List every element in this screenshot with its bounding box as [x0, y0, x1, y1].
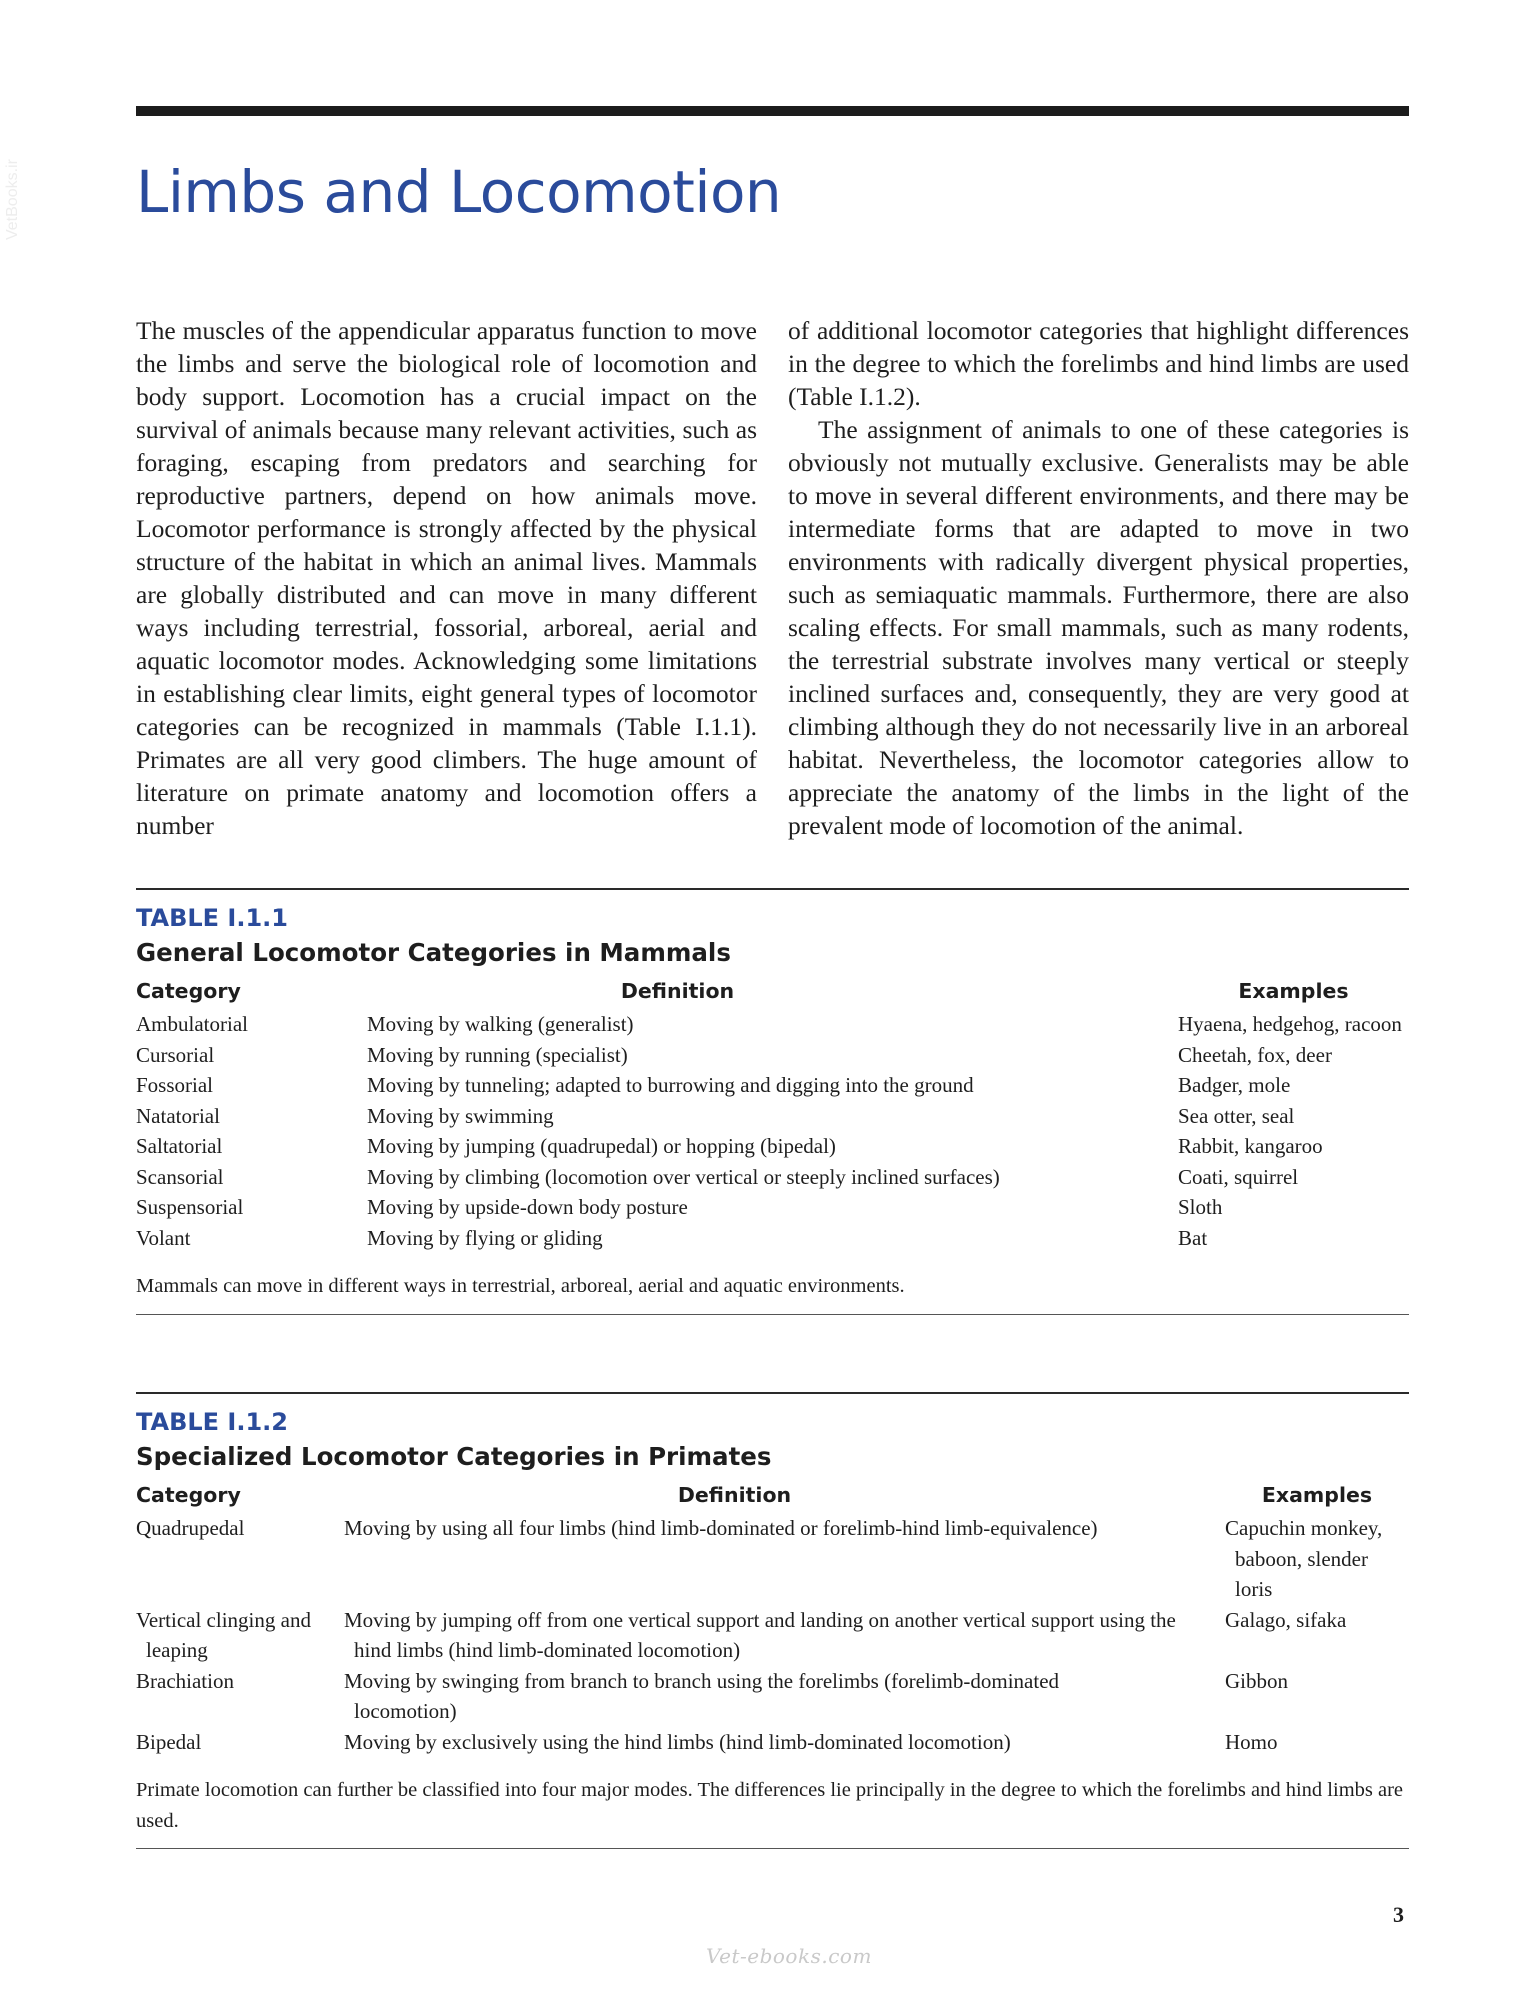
cell-definition: Moving by tunneling; adapted to burrowing and digging into the ground	[367, 1073, 974, 1097]
cell-category	[136, 1605, 344, 1666]
cell-category-text: Vertical clinging and leaping	[136, 1607, 311, 1662]
body-column-right	[788, 314, 1409, 842]
cell-category: Volant	[136, 1225, 191, 1250]
cell-examples: Galago, sifaka	[1225, 1607, 1347, 1632]
column-header-definition: Definition	[677, 1483, 792, 1507]
cell-definition: Moving by running (specialist)	[367, 1042, 628, 1067]
cell-category: Brachiation	[136, 1668, 234, 1693]
cell-examples: Sloth	[1178, 1195, 1223, 1219]
table-1-grid	[136, 979, 1409, 1253]
cell-definition: Moving by swimming	[367, 1103, 554, 1128]
cell-definition: Moving by climbing (locomotion over vertical or steeply inclined surfaces)	[367, 1164, 1000, 1189]
table-row	[136, 1605, 1409, 1666]
table-row	[136, 1040, 1409, 1071]
table-row	[136, 1727, 1409, 1758]
cell-examples: Hyaena, hedgehog, racoon	[1178, 1012, 1402, 1036]
body-paragraph: The assignment of animals to one of these categories is obviously not mutually exclusive. Generalists may be able to move in several different environments, and there may be intermediate forms that are adapted to move in two environments with radically divergent physical properties, such as semiaquatic mammals. Furthermore, there are also scaling effects. For small mammals, such as many rodents, the terrestrial substrate involves many vertical or steeply inclined surfaces and, consequently, they are very good at climbing although they do not necessarily live in an arboreal habitat. Nevertheless, the locomotor categories allow to appreciate the anatomy of the limbs in the light of the prevalent mode of locomotion of the animal.	[788, 415, 1409, 840]
table-label: TABLE I.1.2	[136, 1408, 288, 1436]
side-watermark: VetBooks.ir	[4, 159, 21, 240]
table-row	[136, 1223, 1409, 1254]
table-row	[136, 1162, 1409, 1193]
cell-definition-text: Moving by jumping off from one vertical support and landing on another vertical support using the hind limbs (hind limb-dominated locomotion)	[344, 1607, 1176, 1662]
cell-definition	[344, 1605, 1225, 1666]
table-title: General Locomotor Categories in Mammals	[136, 938, 731, 967]
cell-category: Cursorial	[136, 1042, 215, 1067]
cell-definition: Moving by walking (generalist)	[367, 1012, 634, 1036]
cell-definition: Moving by jumping (quadrupedal) or hopping (bipedal)	[367, 1134, 836, 1158]
column-header-examples: Examples	[1238, 979, 1349, 1003]
table-row	[136, 1101, 1409, 1132]
cell-category: Saltatorial	[136, 1134, 223, 1158]
cell-definition: Moving by upside-down body posture	[367, 1195, 688, 1219]
column-header-examples: Examples	[1261, 1483, 1373, 1507]
column-header-category: Category	[136, 1483, 241, 1507]
table-row	[136, 1666, 1409, 1727]
cell-examples: Coati, squirrel	[1178, 1164, 1299, 1189]
cell-definition: Moving by exclusively using the hind limbs (hind limb-dominated locomotion)	[344, 1729, 1011, 1754]
cell-category: Fossorial	[136, 1073, 214, 1097]
body-paragraph: The muscles of the appendicular apparatus function to move the limbs and serve the biological role of locomotion and body support. Locomotion has a crucial impact on the survival of animals because many relevant activities, such as foraging, escaping from predators and searching for reproductive partners, depend on how animals move. Locomotor performance is strongly affected by the physical structure of the habitat in which an animal lives. Mammals are globally distributed and can move in many different ways including terrestrial, fossorial, arboreal, aerial and aquatic locomotor modes. Acknowledging some limitations in establishing clear limits, eight general types of locomotor categories can be recognized in mammals (Table I.1.1). Primates are all very good climbers. The huge amount of literature on primate anatomy and locomotion offers a number	[136, 316, 757, 840]
table-note: Primate locomotion can further be classified into four major modes. The differences lie principally in the degree to which the forelimbs and hind limbs are used.	[136, 1779, 1404, 1832]
cell-examples-text: Capuchin monkey, baboon, slender loris	[1225, 1516, 1383, 1601]
table-row	[136, 1192, 1409, 1223]
cell-category: Suspensorial	[136, 1195, 244, 1219]
table-header-row	[136, 979, 1409, 1009]
cell-category: Scansorial	[136, 1164, 224, 1189]
cell-definition: Moving by flying or gliding	[367, 1225, 603, 1250]
cell-examples: Bat	[1178, 1225, 1208, 1250]
footer-watermark: Vet-ebooks.com	[706, 1944, 872, 1968]
cell-definition	[344, 1513, 1225, 1605]
table-row	[136, 1009, 1409, 1040]
cell-category: Ambulatorial	[136, 1012, 248, 1036]
chapter-top-rule	[136, 106, 1409, 116]
cell-examples: Rabbit, kangaroo	[1178, 1134, 1323, 1158]
column-header-category: Category	[136, 979, 241, 1003]
cell-examples: Homo	[1225, 1729, 1278, 1754]
table-2-grid	[136, 1483, 1409, 1757]
body-paragraph: of additional locomotor categories that highlight differences in the degree to which the forelimbs and hind limbs are used (Table I.1.2).	[788, 316, 1409, 411]
chapter-title: Limbs and Locomotion	[136, 158, 782, 226]
table-row	[136, 1513, 1409, 1605]
table-2	[136, 1392, 1409, 1849]
cell-examples: Cheetah, fox, deer	[1178, 1042, 1332, 1067]
cell-examples	[1225, 1513, 1409, 1605]
table-row	[136, 1131, 1409, 1162]
table-bottom-rule	[136, 1314, 1409, 1315]
table-1	[136, 888, 1409, 1315]
cell-definition-text: Moving by using all four limbs (hind limb-dominated or forelimb-hind limb-equivalence)	[344, 1516, 1098, 1540]
cell-examples: Sea otter, seal	[1178, 1103, 1295, 1128]
cell-category: Quadrupedal	[136, 1516, 245, 1540]
table-row	[136, 1070, 1409, 1101]
table-note: Mammals can move in different ways in terrestrial, arboreal, aerial and aquatic environments.	[136, 1275, 905, 1297]
cell-examples: Gibbon	[1225, 1668, 1288, 1693]
table-header-row	[136, 1483, 1409, 1513]
body-column-left	[136, 314, 757, 842]
cell-category: Bipedal	[136, 1729, 202, 1754]
table-label: TABLE I.1.1	[136, 904, 288, 932]
table-top-rule	[136, 888, 1409, 890]
cell-examples: Badger, mole	[1178, 1073, 1291, 1097]
table-title: Specialized Locomotor Categories in Primates	[136, 1442, 772, 1471]
cell-definition	[344, 1666, 1225, 1727]
column-header-definition: Definition	[620, 979, 735, 1003]
table-bottom-rule	[136, 1848, 1409, 1849]
cell-definition-text: Moving by swinging from branch to branch using the forelimbs (forelimb-dominated locomotion)	[344, 1668, 1060, 1723]
page-number: 3	[1393, 1902, 1404, 1927]
table-top-rule	[136, 1392, 1409, 1394]
cell-category: Natatorial	[136, 1103, 220, 1128]
